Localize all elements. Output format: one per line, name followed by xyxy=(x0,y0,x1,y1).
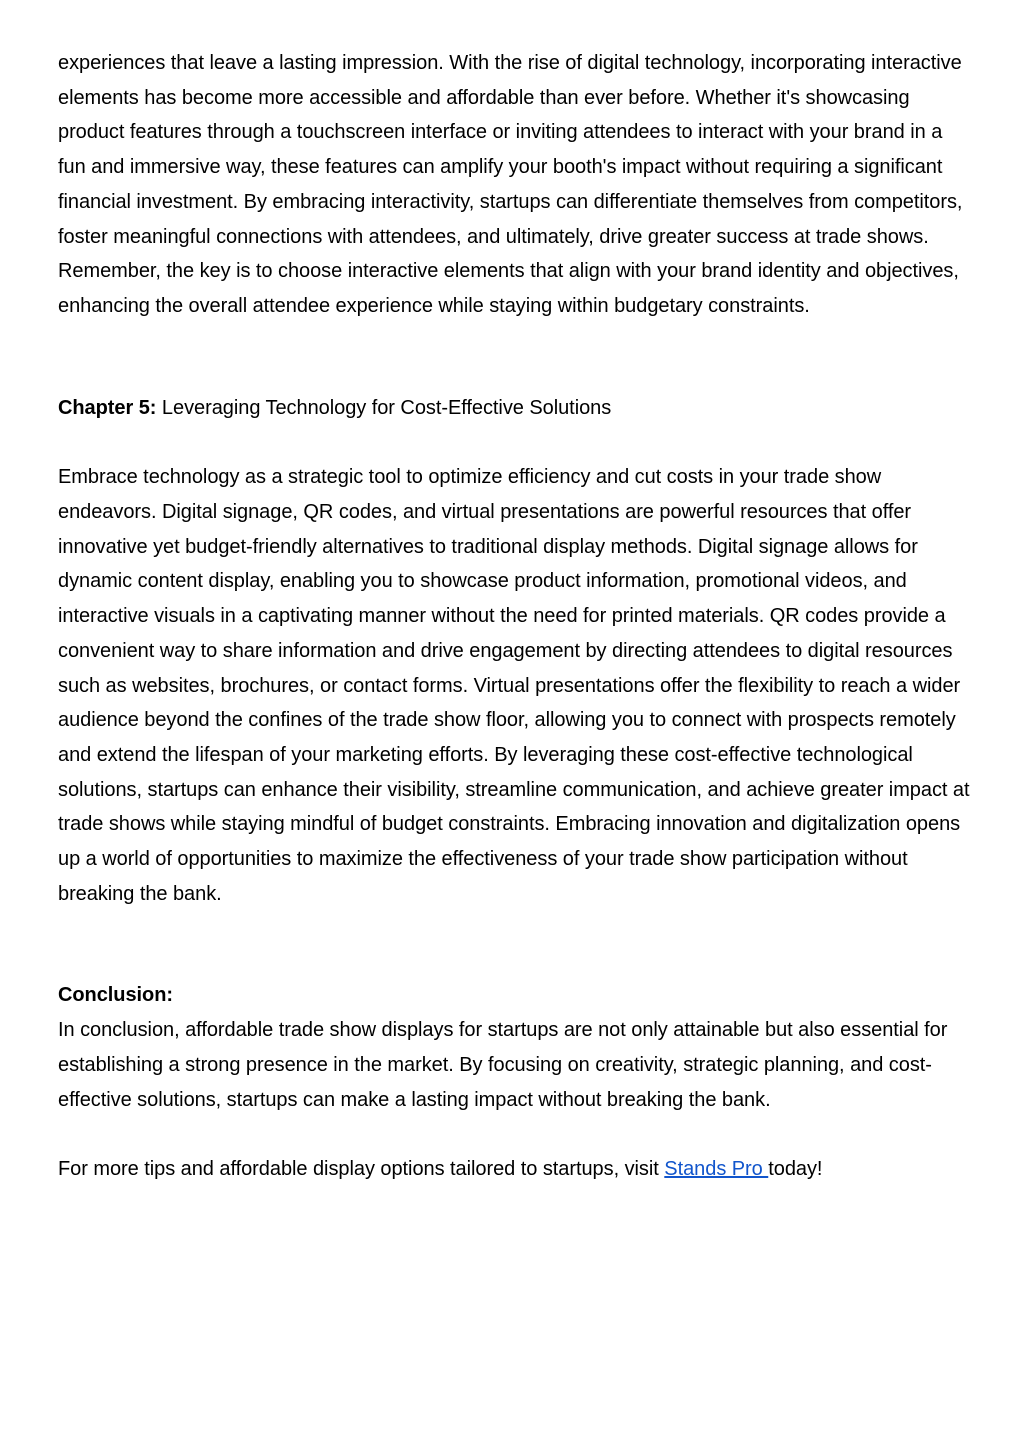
cta-suffix: today! xyxy=(768,1158,823,1181)
cta-prefix: For more tips and affordable display options tailored to startups, visit xyxy=(58,1158,665,1181)
spacer xyxy=(58,911,970,978)
spacer xyxy=(58,425,970,460)
conclusion-heading: Conclusion: xyxy=(58,984,173,1007)
cta-paragraph xyxy=(58,1152,970,1187)
chapter-5-heading xyxy=(58,391,970,426)
intro-paragraph: experiences that leave a lasting impression. With the rise of digital technology, incorporating interactive elements has become more accessible and affordable than ever before. Whether it's showcasing product features through a touchscreen interface or inviting attendees to interact with your brand in a fun and immersive way, these features can amplify your booth's impact without requiring a significant financial investment. By embracing interactivity, startups can differentiate themselves from competitors, foster meaningful connections with attendees, and ultimately, drive greater success at trade shows. Remember, the key is to choose interactive elements that align with your brand identity and objectives, enhancing the overall attendee experience while staying within budgetary constraints. xyxy=(58,52,963,317)
spacer xyxy=(58,324,970,391)
chapter-5-title: Leveraging Technology for Cost-Effective Solutions xyxy=(156,396,612,419)
spacer xyxy=(58,1117,970,1152)
chapter-5-body: Embrace technology as a strategic tool to optimize efficiency and cut costs in your trade show endeavors. Digital signage, QR codes, and virtual presentations are powerful resources that offer innovative yet budget-friendly alternatives to traditional display methods. Digital signage allows for dynamic content display, enabling you to showcase product information, promotional videos, and interactive visuals in a captivating manner without the need for printed materials. QR codes provide a convenient way to share information and drive engagement by directing attendees to digital resources such as websites, brochures, or contact forms. Virtual presentations offer the flexibility to reach a wider audience beyond the confines of the trade show floor, allowing you to connect with prospects remotely and extend the lifespan of your marketing efforts. By leveraging these cost-effective technological solutions, startups can enhance their visibility, streamline communication, and achieve greater impact at trade shows while staying mindful of budget constraints. Embracing innovation and digitalization opens up a world of opportunities to maximize the effectiveness of your trade show participation without breaking the bank. xyxy=(58,466,970,905)
document-page xyxy=(58,46,970,1187)
chapter-5-label: Chapter 5: xyxy=(58,396,157,419)
conclusion-body: In conclusion, affordable trade show displays for startups are not only attainable but also essential for establishing a strong presence in the market. By focusing on creativity, strategic planning, and cost-effective solutions, startups can make a lasting impact without breaking the bank. xyxy=(58,1019,948,1111)
stands-pro-link[interactable]: Stands Pro xyxy=(664,1158,769,1181)
